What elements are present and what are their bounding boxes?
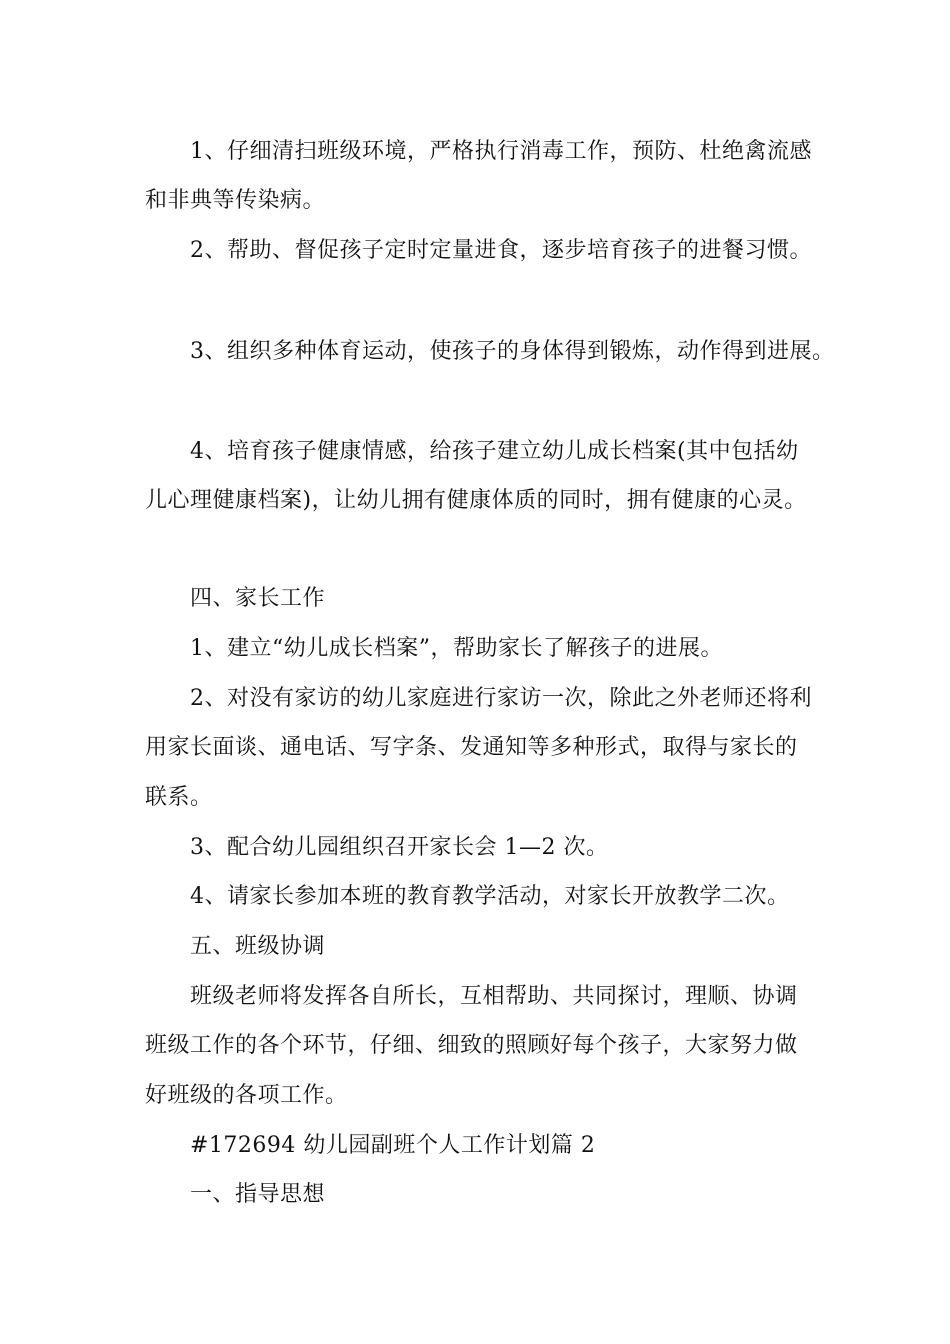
paragraph-line: 1、仔细清扫班级环境，严格执行消毒工作，预防、杜绝禽流感	[190, 139, 812, 164]
document-title: #172694 幼儿园副班个人工作计划篇 2	[190, 1133, 596, 1158]
paragraph-line: 联系。	[145, 785, 213, 810]
paragraph-line: 1、建立“幼儿成长档案”，帮助家长了解孩子的进展。	[190, 636, 723, 661]
section-heading: 五、班级协调	[190, 934, 326, 959]
paragraph-line: 2、帮助、督促孩子定时定量进食，逐步培育孩子的进餐习惯。	[190, 238, 812, 263]
section-heading: 四、家长工作	[190, 586, 326, 611]
paragraph-line: 4、培育孩子健康情感，给孩子建立幼儿成长档案(其中包括幼	[190, 439, 799, 464]
paragraph-line: 和非典等传染病。	[145, 188, 326, 213]
paragraph-line: 儿心理健康档案)，让幼儿拥有健康体质的同时，拥有健康的心灵。	[145, 488, 807, 513]
section-heading: 一、指导思想	[190, 1182, 326, 1207]
paragraph-line: 班级工作的各个环节，仔细、细致的照顾好每个孩子，大家努力做	[145, 1033, 798, 1058]
paragraph-line: 班级老师将发挥各自所长，互相帮助、共同探讨，理顺、协调	[190, 984, 798, 1009]
paragraph-line: 3、组织多种体育运动，使孩子的身体得到锻炼，动作得到进展。	[190, 339, 835, 364]
paragraph-line: 4、请家长参加本班的教育教学活动，对家长开放教学二次。	[190, 884, 790, 909]
paragraph-line: 2、对没有家访的幼儿家庭进行家访一次，除此之外老师还将利	[190, 686, 812, 711]
paragraph-line: 用家长面谈、通电话、写字条、发通知等多种形式，取得与家长的	[145, 735, 798, 760]
paragraph-line: 3、配合幼儿园组织召开家长会 1—2 次。	[190, 835, 609, 860]
paragraph-line: 好班级的各项工作。	[145, 1083, 348, 1108]
